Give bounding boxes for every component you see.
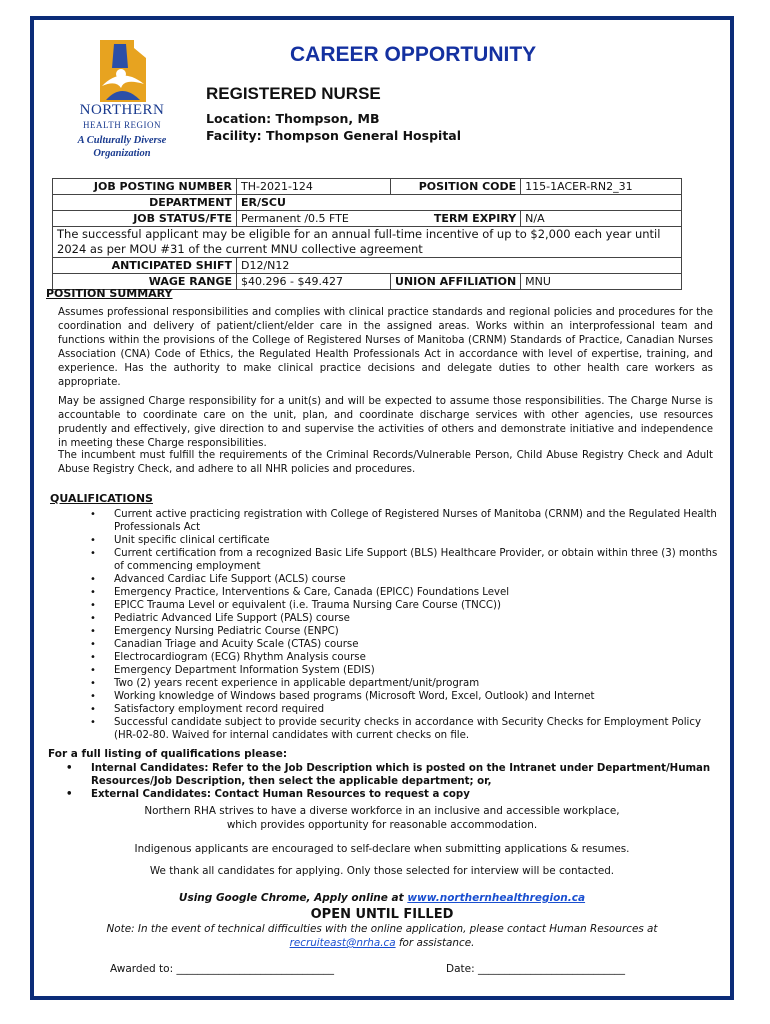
list-item: • Advanced Cardiac Life Support (ACLS) course: [90, 573, 720, 586]
job-status-cell: [237, 211, 521, 227]
list-item: • Current certification from a recognized Basic Life Support (BLS) Healthcare Provider, or obtain within three (3) months of commencing employment: [90, 547, 720, 573]
list-item: • Emergency Nursing Pediatric Course (ENPC): [90, 625, 720, 638]
job-posting-number-label: JOB POSTING NUMBER: [53, 179, 237, 195]
apply-online-line: [30, 892, 734, 904]
org-tagline: [52, 134, 192, 160]
term-expiry: N/A: [521, 211, 682, 227]
job-status-label: JOB STATUS/FTE: [53, 211, 237, 227]
org-name: NORTHERN: [79, 102, 165, 118]
list-item: • Current active practicing registration with College of Registered Nurses of Manitoba (CRNM) and the Regulated Health Professionals Act: [90, 508, 720, 534]
job-status: Permanent /0.5 FTE: [241, 212, 349, 225]
location-block: [206, 110, 461, 144]
apply-prefix: Using Google Chrome, Apply online at: [178, 892, 408, 904]
job-posting-number: TH-2021-124: [237, 179, 391, 195]
recruit-email-link[interactable]: recruiteast@nrha.ca: [289, 937, 396, 949]
list-item: • Emergency Department Information System (EDIS): [90, 664, 720, 677]
full-listing-list: [66, 762, 716, 801]
org-subtitle: HEALTH REGION: [83, 120, 161, 130]
department-label: DEPARTMENT: [53, 195, 237, 211]
incentive-note: The successful applicant may be eligible for an annual full-time incentive of up to $2,000 each year until 2024 as per MOU #31 of the current MNU collective agreement: [53, 227, 682, 258]
technical-note-line-1: Note: In the event of technical difficulties with the online application, please contact Human Resources at: [106, 923, 658, 935]
apply-website-link[interactable]: www.northernhealthregion.ca: [407, 892, 586, 904]
union: MNU: [521, 274, 682, 290]
position-code: 115-1ACER-RN2_31: [521, 179, 682, 195]
list-item: • Two (2) years recent experience in applicable department/unit/program: [90, 677, 720, 690]
awarded-to-field: Awarded to: ______________________________: [110, 963, 334, 975]
term-expiry-label: TERM EXPIRY: [433, 212, 517, 225]
shift-label: ANTICIPATED SHIFT: [53, 258, 237, 274]
posting-info-table: [52, 178, 682, 290]
location: Location: Thompson, MB: [206, 111, 380, 126]
technical-note: [80, 922, 684, 950]
qualifications-heading: QUALIFICATIONS: [50, 492, 153, 505]
list-item: • Emergency Practice, Interventions & Care, Canada (EPICC) Foundations Level: [90, 586, 720, 599]
list-item: • Electrocardiogram (ECG) Rhythm Analysis course: [90, 651, 720, 664]
technical-note-line-2: for assistance.: [395, 937, 475, 949]
thanks-statement: We thank all candidates for applying. Only those selected for interview will be contacted.: [149, 865, 615, 877]
list-item: • Successful candidate subject to provide security checks in accordance with Security Checks for Employment Policy (HR-02-80. Waived for internal candidates with current checks on file.: [90, 716, 720, 742]
list-item: • Working knowledge of Windows based programs (Microsoft Word, Excel, Outlook) and Internet: [90, 690, 720, 703]
org-tagline-line2: Organization: [93, 148, 151, 159]
list-item: • Canadian Triage and Acuity Scale (CTAS) course: [90, 638, 720, 651]
diversity-statement: [30, 804, 734, 832]
list-item: • Pediatric Advanced Life Support (PALS) course: [90, 612, 720, 625]
position-summary-heading: POSITION SUMMARY: [46, 287, 173, 300]
position-code-label: POSITION CODE: [391, 179, 521, 195]
summary-paragraph-1: Assumes professional responsibilities and complies with clinical practice standards and regional policies and procedures for the coordination and delivery of patient/client/elder care in the assigned areas. Works within an interprofessional team and functions within the provisions of the College of Registered Nurses of Manitoba (CRNM) Standards of Practice, Canadian Nurses Association (CNA) Code of Ethics, the Regulated Health Professionals Act in accordance with level of expertise, training, and experience. Has the authority to make clinical practice decisions and delegate duties to other health care workers as appropriate.: [58, 307, 713, 388]
list-item: • Satisfactory employment record required: [90, 703, 720, 716]
summary-paragraph-3: The incumbent must fulfill the requirements of the Criminal Records/Vulnerable Person, Child Abuse Registry Check and Adult Abuse Registry Check, and adhere to all NHR policies and procedures.: [58, 450, 713, 475]
indigenous-statement: Indigenous applicants are encouraged to self-declare when submitting applications & resumes.: [134, 843, 630, 855]
department: ER/SCU: [237, 195, 682, 211]
full-listing-heading: For a full listing of qualifications please:: [48, 748, 288, 760]
job-title: REGISTERED NURSE: [206, 84, 381, 103]
open-until-filled: OPEN UNTIL FILLED: [310, 907, 454, 922]
external-candidates-item: • External Candidates: Contact Human Resources to request a copy: [66, 788, 716, 801]
list-item: • Unit specific clinical certificate: [90, 534, 720, 547]
union-label: UNION AFFILIATION: [391, 274, 521, 290]
wage-label: WAGE RANGE: [53, 274, 237, 290]
list-item: • EPICC Trauma Level or equivalent (i.e. Trauma Nursing Care Course (TNCC)): [90, 599, 720, 612]
internal-candidates-item: • Internal Candidates: Refer to the Job Description which is posted on the Intranet under Department/Human Resources/Job Description, then select the applicable department; or,: [66, 762, 716, 788]
qualifications-list: [90, 508, 720, 742]
manitoba-map-figure-logo-icon: [94, 38, 152, 104]
facility: Facility: Thompson General Hospital: [206, 128, 462, 143]
summary-paragraph-2: May be assigned Charge responsibility for a unit(s) and will be expected to assume those responsibilities. The Charge Nurse is accountable to coordinate care on the unit, plan, and coordinate discharge services with other agencies, use resources prudently and effectively, give direction to and supervise the activities of others and demonstrate initiative and independence in meeting these Charge responsibilities.: [58, 396, 713, 449]
diversity-line-2: which provides opportunity for reasonable accommodation.: [226, 819, 538, 831]
diversity-line-1: Northern RHA strives to have a diverse workforce in an inclusive and accessible workplace,: [144, 805, 620, 817]
shift: D12/N12: [237, 258, 682, 274]
career-heading: CAREER OPPORTUNITY: [290, 43, 537, 66]
org-tagline-line1: A Culturally Diverse: [77, 135, 167, 146]
wage: $40.296 - $49.427: [237, 274, 391, 290]
date-field: Date: ____________________________: [446, 963, 625, 975]
